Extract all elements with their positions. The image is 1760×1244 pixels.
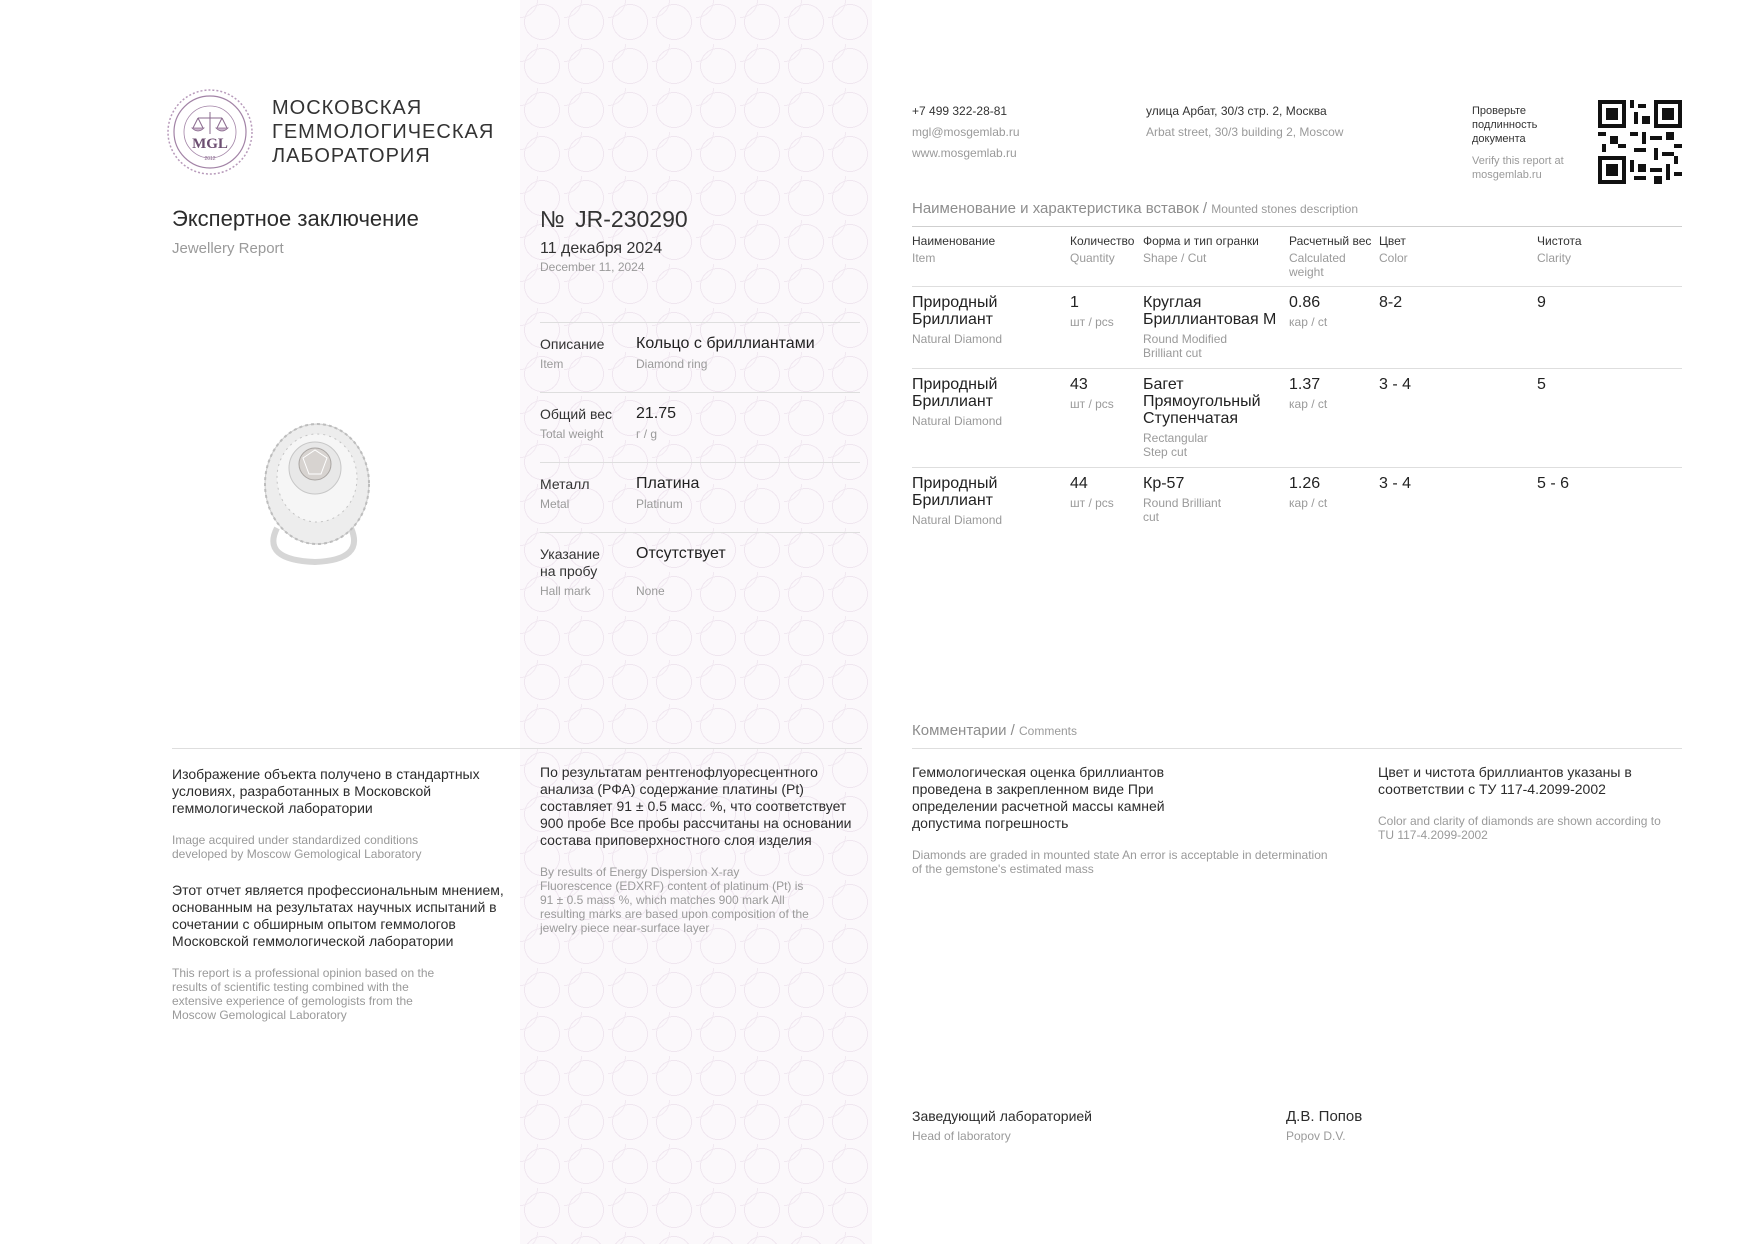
divider bbox=[540, 532, 860, 533]
property-value-en: Diamond ring bbox=[636, 357, 708, 371]
note-xrf: По результатам рентгенофлуоресцентного анализа (РФА) содержание платины (Pt) составляет 91 ± 0.5 масс. %, что соответствует 900 пробе Все пробы рассчитаны на основании состава приповерхностного слоя изделия By results of Energy Dispersion X-ray Fluorescence (EDXRF) content of platinum (Pt) is 91 ± 0.5 mass %, which matches 900 mark All resulting marks are based upon composition of the jewelry piece near-surface layer bbox=[540, 764, 852, 935]
cell-shape: Кр-57 Round Brilliant cut bbox=[1143, 475, 1222, 524]
cell-shape: Круглая Бриллиантовая М Round Modified Brilliant cut bbox=[1143, 294, 1277, 360]
report-number bbox=[540, 206, 688, 233]
column-header-item: Наименование Item bbox=[912, 234, 996, 265]
cell-item: Природный Бриллиант Natural Diamond bbox=[912, 294, 1003, 346]
cell-item: Природный Бриллиант Natural Diamond bbox=[912, 376, 1003, 428]
property-label: Металл bbox=[540, 476, 590, 492]
qr-code[interactable] bbox=[1598, 100, 1682, 184]
lab-name-line-1: МОСКОВСКАЯ bbox=[272, 97, 423, 119]
divider bbox=[912, 226, 1682, 227]
divider bbox=[912, 748, 1682, 749]
column-header-quantity: Количество Quantity bbox=[1070, 234, 1135, 265]
note-image-conditions: Изображение объекта получено в стандартных условиях, разработанных в Московской геммологической лаборатории Image acquired under standardized conditions developed by Moscow Gemological Laboratory bbox=[172, 766, 480, 861]
ring-image bbox=[255, 420, 385, 565]
property-label-en: Metal bbox=[540, 497, 570, 511]
cell-shape: Багет Прямоугольный Ступенчатая Rectangular Step cut bbox=[1143, 376, 1261, 459]
background-pattern bbox=[520, 0, 872, 1244]
verify-block bbox=[1472, 104, 1582, 182]
comment-left: Геммологическая оценка бриллиантов проведена в закрепленном виде При определении расчетной массы камней допустима погрешность Diamonds are graded in mounted state An error is acceptable in determination of the gemstone's estimated mass bbox=[912, 764, 1328, 876]
property-value-en: Platinum bbox=[636, 497, 683, 511]
property-value: Отсутствует bbox=[636, 545, 726, 562]
signature-name: Д.В. Попов Popov D.V. bbox=[1286, 1108, 1363, 1143]
column-header-weight: Расчетный вес Calculated weight bbox=[1289, 234, 1372, 279]
table-row bbox=[912, 376, 1682, 466]
comments-title-ru: Комментарии / bbox=[912, 722, 1015, 739]
property-metal bbox=[540, 476, 860, 536]
comment-right: Цвет и чистота бриллиантов указаны в соответствии с ТУ 117-4.2099-2002 Color and clarity of diamonds are shown according to TU 117-4.2099-2002 bbox=[1378, 764, 1661, 842]
cell-clarity: 5 - 6 bbox=[1537, 475, 1570, 492]
stones-section-title bbox=[912, 200, 1358, 217]
lab-name-line-3: ЛАБОРАТОРИЯ bbox=[272, 145, 431, 167]
lab-seal bbox=[166, 88, 254, 176]
address bbox=[1146, 104, 1343, 139]
report-title-en: Jewellery Report bbox=[172, 240, 284, 257]
property-label-en: Hall mark bbox=[540, 584, 591, 598]
cell-clarity: 9 bbox=[1537, 294, 1546, 311]
stones-title-en: Mounted stones description bbox=[1211, 202, 1359, 216]
property-value: 21.75 bbox=[636, 405, 677, 422]
property-value: Кольцо с бриллиантами bbox=[636, 335, 815, 352]
comments-title-en: Comments bbox=[1018, 724, 1077, 738]
verify-text: Проверьте подлинность документа bbox=[1472, 105, 1538, 145]
cell-quantity: 44 шт / pcs bbox=[1070, 475, 1114, 510]
property-item bbox=[540, 336, 860, 396]
cell-clarity: 5 bbox=[1537, 376, 1546, 393]
cell-quantity: 1 шт / pcs bbox=[1070, 294, 1114, 329]
divider bbox=[540, 392, 860, 393]
cell-item: Природный Бриллиант Natural Diamond bbox=[912, 475, 1003, 527]
cell-color: 3 - 4 bbox=[1379, 376, 1412, 393]
phone[interactable]: +7 499 322-28-81 bbox=[912, 104, 1008, 118]
table-header bbox=[912, 234, 1682, 284]
cell-color: 8-2 bbox=[1379, 294, 1403, 311]
stones-title-ru: Наименование и характеристика вставок / bbox=[912, 200, 1208, 217]
note-professional-opinion: Этот отчет является профессиональным мнением, основанным на результатах научных испытаний в сочетании с обширным опытом геммологов Московской геммологической лаборатории This report is a professional opinion based on the results of scientific testing combined with the extensive experience of gemologists from the Moscow Gemological Laboratory bbox=[172, 882, 504, 1022]
divider bbox=[912, 286, 1682, 287]
divider bbox=[172, 748, 862, 749]
number-sign: № bbox=[540, 206, 565, 232]
address-ru: улица Арбат, 30/3 стр. 2, Москва bbox=[1146, 104, 1327, 118]
property-value: Платина bbox=[636, 475, 700, 492]
property-value-en: None bbox=[636, 584, 665, 598]
column-header-clarity: Чистота Clarity bbox=[1537, 234, 1582, 265]
svg-text:2012: 2012 bbox=[204, 156, 216, 162]
property-label: Общий вес bbox=[540, 406, 613, 422]
svg-text:MGL: MGL bbox=[192, 136, 228, 152]
property-total-weight bbox=[540, 406, 860, 466]
email-link[interactable]: mgl@mosgemlab.ru bbox=[912, 125, 1020, 139]
cell-weight: 1.37 кар / ct bbox=[1289, 376, 1328, 411]
cell-weight: 0.86 кар / ct bbox=[1289, 294, 1328, 329]
divider bbox=[540, 462, 860, 463]
cell-quantity: 43 шт / pcs bbox=[1070, 376, 1114, 411]
number-value: JR-230290 bbox=[575, 206, 688, 232]
signature-role: Заведующий лабораторией Head of laboratory bbox=[912, 1108, 1092, 1143]
divider bbox=[912, 467, 1682, 468]
contacts bbox=[912, 104, 1020, 160]
lab-name bbox=[272, 96, 494, 168]
verify-text-en: Verify this report at mosgemlab.ru bbox=[1472, 155, 1564, 181]
table-row bbox=[912, 294, 1682, 368]
column-header-shape: Форма и тип огранки Shape / Cut bbox=[1143, 234, 1259, 265]
cell-color: 3 - 4 bbox=[1379, 475, 1412, 492]
address-en: Arbat street, 30/3 building 2, Moscow bbox=[1146, 125, 1344, 139]
property-label-en: Total weight bbox=[540, 427, 604, 441]
lab-name-line-2: ГЕММОЛОГИЧЕСКАЯ bbox=[272, 121, 495, 143]
comments-title bbox=[912, 722, 1077, 739]
cell-weight: 1.26 кар / ct bbox=[1289, 475, 1328, 510]
property-label: Указание на пробу bbox=[540, 546, 600, 579]
property-label: Описание bbox=[540, 336, 605, 352]
property-label-en: Item bbox=[540, 357, 564, 371]
website-link[interactable]: www.mosgemlab.ru bbox=[912, 146, 1017, 160]
column-header-color: Цвет Color bbox=[1379, 234, 1408, 265]
divider bbox=[540, 322, 860, 323]
report-date-en: December 11, 2024 bbox=[540, 260, 645, 274]
report-title: Экспертное заключение bbox=[172, 206, 419, 231]
table-row bbox=[912, 475, 1682, 535]
report-date: 11 декабря 2024 bbox=[540, 240, 663, 257]
divider bbox=[912, 368, 1682, 369]
property-hallmark bbox=[540, 546, 860, 616]
property-value-en: г / g bbox=[636, 427, 658, 441]
